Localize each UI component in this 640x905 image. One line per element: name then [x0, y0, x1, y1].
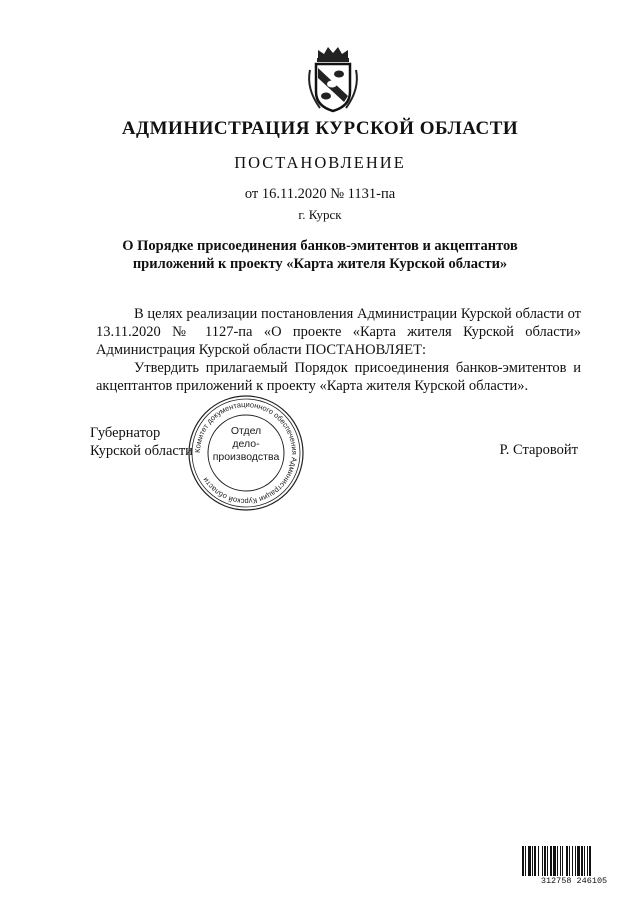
stamp-line-1: Отдел — [230, 425, 262, 437]
document-subject — [0, 237, 640, 273]
stamp-line-3: производства — [212, 451, 280, 463]
coat-of-arms-icon — [304, 44, 362, 114]
authority-title: АДМИНИСТРАЦИЯ КУРСКОЙ ОБЛАСТИ — [121, 118, 519, 139]
body-paragraph-1: В целях реализации постановления Администрации Курской области от 13.11.2020 № 1127-па «О проекте «Карта жителя Курской области» Администрация Курской области ПОСТАНОВЛЯЕТ: — [96, 306, 581, 358]
document-type: ПОСТАНОВЛЕНИЕ — [234, 153, 406, 172]
date-and-number: от 16.11.2020 № 1131-па — [244, 186, 396, 202]
signatory-position-line-1: Губернатор — [90, 425, 161, 441]
stamp-line-2: дело- — [232, 438, 260, 450]
signatory-position-line-2: Курской области — [90, 443, 193, 459]
stamp-center-text — [186, 425, 306, 464]
barcode-number: 312758 246105 — [520, 876, 628, 886]
signatory-name: Р. Старовойт — [499, 442, 578, 458]
signatory-position — [90, 424, 193, 460]
subject-line-2: приложений к проекту «Карта жителя Курской области» — [132, 256, 508, 272]
stamp-ring-text: Комитет документационного обеспечения Администрации Курской области — [192, 399, 300, 507]
body-paragraph-2: Утвердить прилагаемый Порядок присоединения банков-эмитентов и акцептантов приложений к проекту «Карта жителя Курской области». — [96, 360, 581, 394]
city: г. Курск — [298, 207, 342, 222]
subject-line-1: О Порядке присоединения банков-эмитентов и акцептантов — [122, 238, 518, 254]
